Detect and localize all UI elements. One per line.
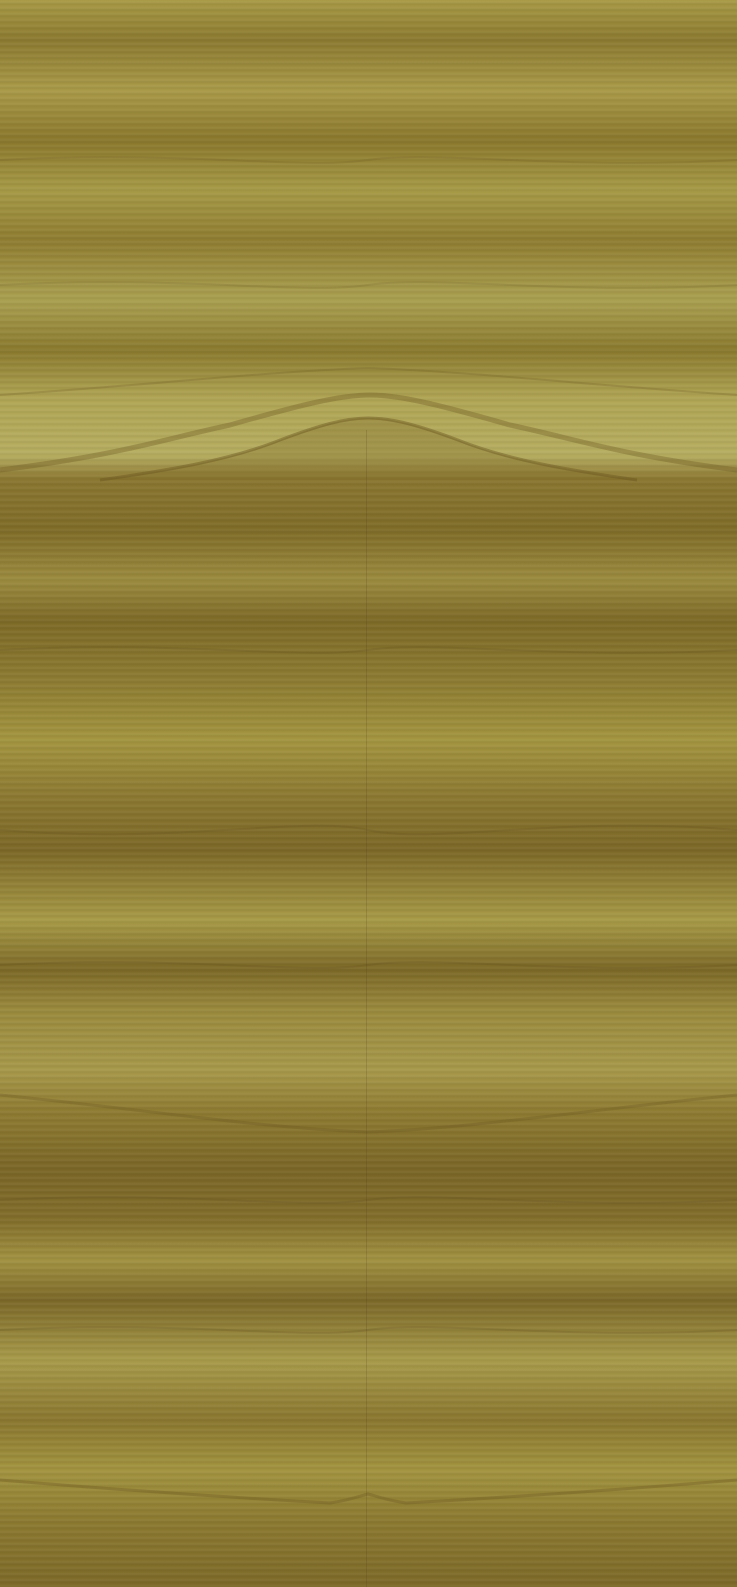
grain-line-lower-2: [0, 1480, 737, 1503]
grain-streak: [0, 157, 737, 163]
grain-line-lower-1: [0, 1095, 737, 1132]
grain-streak: [0, 1327, 737, 1333]
grain-streak: [0, 962, 737, 968]
grain-streak: [0, 647, 737, 653]
bookmatch-seam: [366, 430, 367, 1587]
grain-streak: [0, 1197, 737, 1203]
grain-arch-inner: [100, 418, 637, 480]
grain-streak: [0, 282, 737, 288]
grain-streak: [0, 826, 737, 835]
grain-line-upper: [0, 368, 737, 395]
